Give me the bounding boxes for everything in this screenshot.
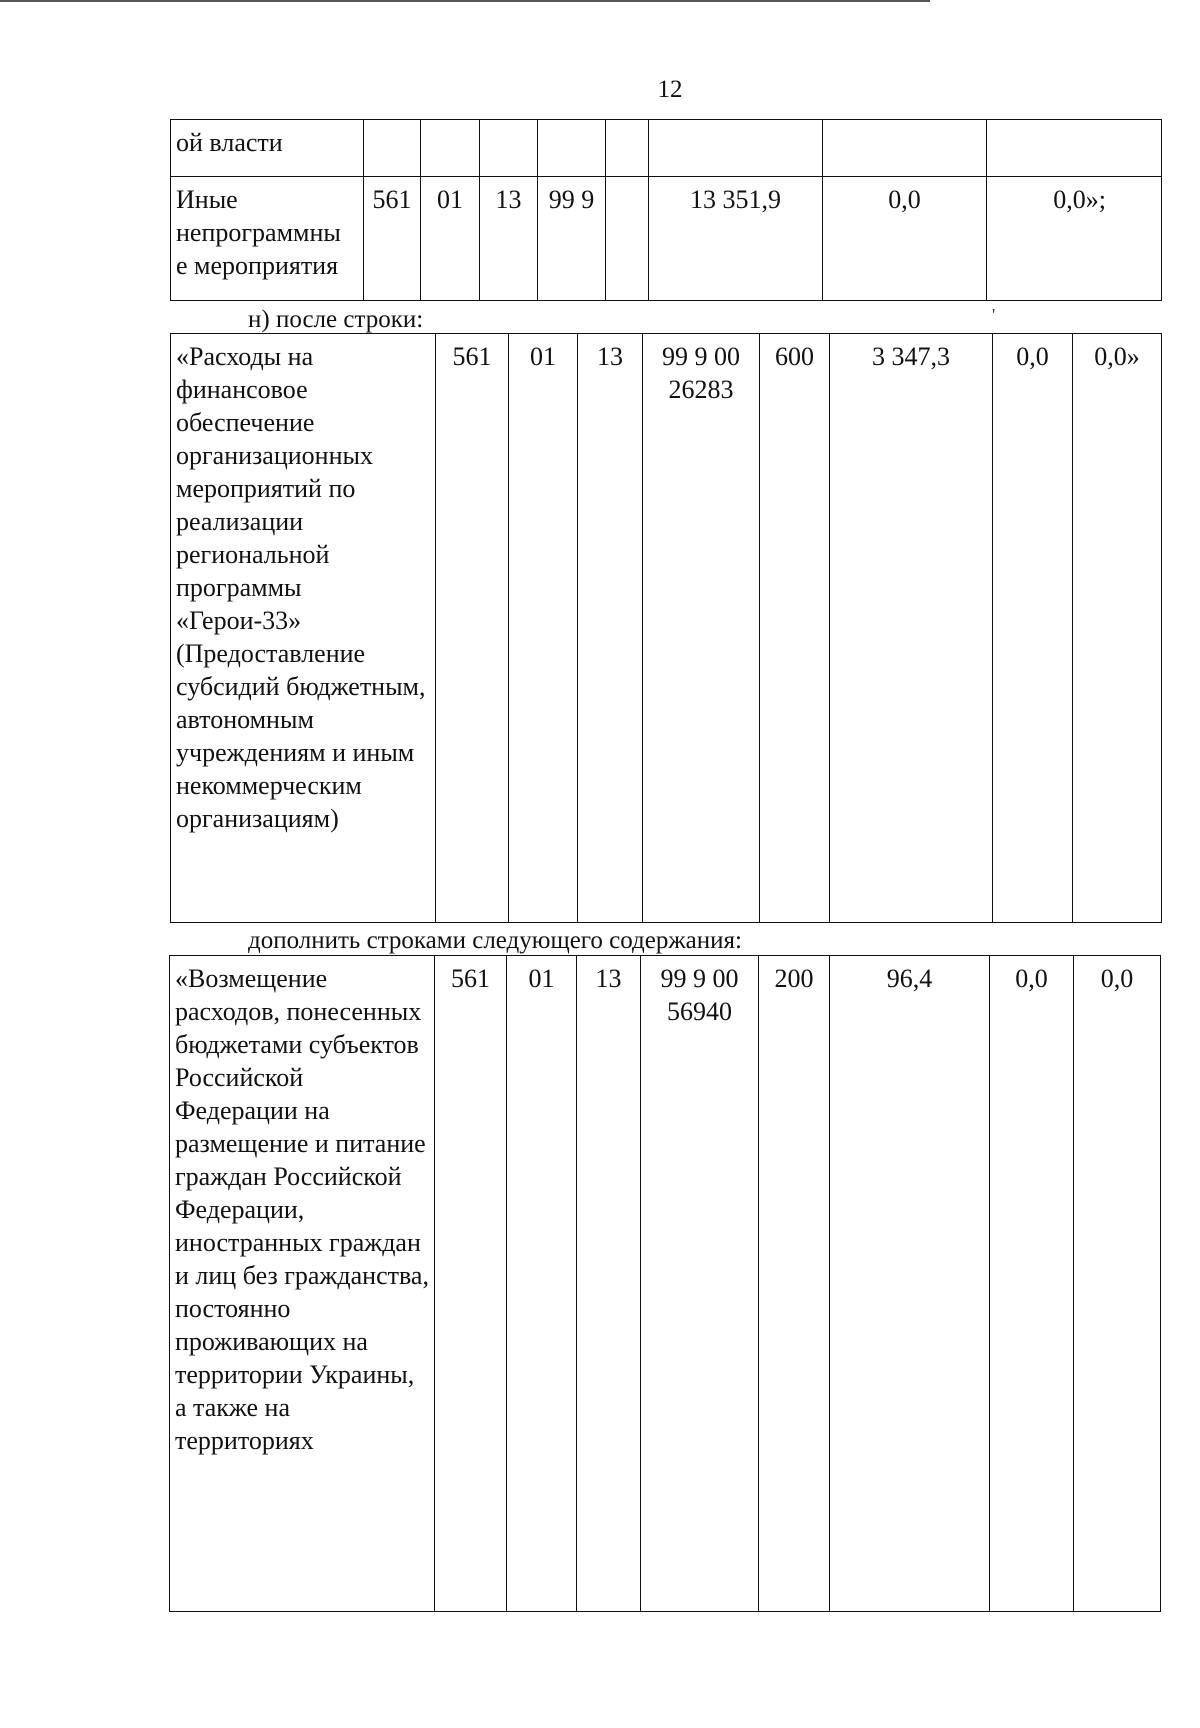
cell-expense-type: 200 — [759, 956, 830, 1612]
cell-ministry-code: 561 — [436, 334, 509, 923]
cell-ministry-code: 561 — [364, 177, 421, 301]
cell-target-article: 99 9 00 56940 — [641, 956, 759, 1612]
cell-section: 01 — [507, 956, 577, 1612]
table-row — [171, 120, 1162, 177]
cell-expense-type — [606, 120, 649, 177]
row-description: ой власти — [171, 120, 364, 177]
table-row — [171, 177, 1162, 301]
table-row — [171, 334, 1162, 923]
cell-expense-type: 600 — [760, 334, 830, 923]
cell-expense-type — [606, 177, 649, 301]
cell-amount-2: 0,0 — [993, 334, 1073, 923]
cell-section: 01 — [509, 334, 578, 923]
cell-section: 01 — [421, 177, 480, 301]
cell-subsection — [480, 120, 538, 177]
cell-subsection: 13 — [577, 956, 641, 1612]
scan-top-edge — [0, 0, 930, 2]
instruction-add-lines: дополнить строками следующего содержания: — [248, 927, 742, 954]
page-number: 12 — [657, 76, 683, 103]
instruction-after-line: н) после строки: — [248, 306, 424, 333]
row-description: «Расходы на финансовое обеспечение организационных мероприятий по реализации региональной программы «Герои-33» (Предоставление субсидий бюджетным, автономным учреждениям и иным некоммерческим организациям) — [171, 334, 436, 923]
table-continuation — [170, 119, 1162, 301]
scan-speck: ' — [992, 305, 996, 325]
cell-subsection: 13 — [480, 177, 538, 301]
cell-amount-1: 13 351,9 — [649, 177, 823, 301]
cell-amount-1 — [649, 120, 823, 177]
cell-target-article: 99 9 00 26283 — [643, 334, 760, 923]
cell-ministry-code: 561 — [435, 956, 507, 1612]
cell-amount-3: 0,0»; — [987, 177, 1162, 301]
cell-amount-2: 0,0 — [990, 956, 1074, 1612]
cell-amount-3: 0,0 — [1074, 956, 1161, 1612]
cell-amount-3: 0,0» — [1073, 334, 1162, 923]
row-description: Иные непрограммны е мероприятия — [171, 177, 364, 301]
cell-ministry-code — [364, 120, 421, 177]
cell-target-article — [538, 120, 606, 177]
cell-amount-2: 0,0 — [823, 177, 987, 301]
cell-amount-1: 96,4 — [830, 956, 990, 1612]
cell-amount-1: 3 347,3 — [830, 334, 993, 923]
table-row — [170, 956, 1161, 1612]
table-reference-line — [170, 333, 1162, 923]
cell-amount-3 — [987, 120, 1162, 177]
cell-target-article: 99 9 — [538, 177, 606, 301]
cell-subsection: 13 — [578, 334, 643, 923]
cell-section — [421, 120, 480, 177]
table-new-lines — [169, 955, 1161, 1612]
cell-amount-2 — [823, 120, 987, 177]
row-description: «Возмещение расходов, понесенных бюджетами субъектов Российской Федерации на размещение и питание граждан Российской Федерации, иностранных граждан и лиц без гражданства, постоянно проживающих на территории Украины, а также на территориях — [170, 956, 435, 1612]
